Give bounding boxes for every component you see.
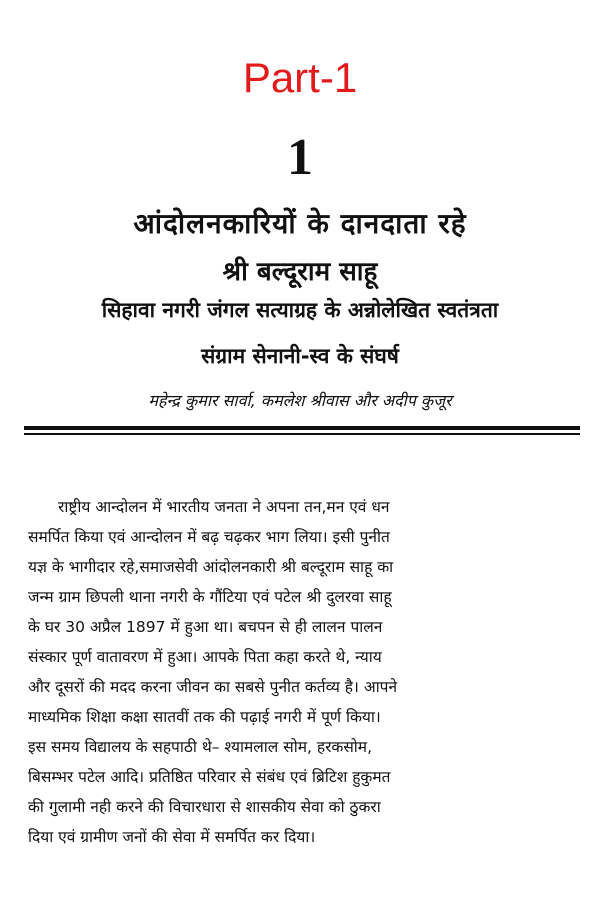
body-line: माध्यमिक शिक्षा कक्षा सातवीं तक की पढ़ाई नगरी में पूर्ण किया। [28,708,381,726]
body-line: यज्ञ के भागीदार रहे,समाजसेवी आंदोलनकारी श्री बल्दूराम साहू का [28,558,394,576]
divider-thin [24,433,580,435]
body-text [28,492,578,852]
body-line: दिया एवं ग्रामीण जनों की सेवा में समर्पित कर दिया। [28,828,316,846]
body-line: संस्कार पूर्ण वातावरण में हुआ। आपके पिता कहा करते थे, न्याय [28,648,382,666]
body-line: और दूसरों की मदद करना जीवन का सबसे पुनीत कर्तव्य है। आपने [28,678,398,696]
body-line: बिसम्भर पटेल आदि। प्रतिष्ठित परिवार से संबंध एवं ब्रिटिश हुकुमत [28,768,391,786]
part-label: Part-1 [242,54,358,101]
body-line: की गुलामी नही करने की विचारधारा से शासकीय सेवा को ठुकरा [28,798,381,816]
body-line: इस समय विद्यालय के सहपाठी थे– श्यामलाल सोम, हरकसोम, [28,738,373,756]
chapter-subtitle-line-1: सिहावा नगरी जंगल सत्याग्रह के अन्नोलेखित स्वतंत्रता [101,298,499,322]
chapter-title-line-1: आंदोलनकारियों के दानदाता रहे [133,207,467,240]
body-line: समर्पित किया एवं आन्दोलन में बढ़ चढ़कर भाग लिया। इसी पुनीत [28,528,390,546]
divider-thick [24,426,580,430]
body-line: राष्ट्रीय आन्दोलन में भारतीय जनता ने अपना तन,मन एवं धन [58,498,390,516]
body-line: जन्म ग्राम छिपली थाना नगरी के गौंटिया एवं पटेल श्री दुलरवा साहू [28,588,392,606]
chapter-subtitle-line-2: संग्राम सेनानी-स्व के संघर्ष [201,344,399,368]
chapter-number: 1 [287,129,313,186]
authors: महेन्द्र कुमार सार्वा, कमलेश श्रीवास और अदीप कुजूर [148,391,452,410]
chapter-title-line-2: श्री बल्दूराम साहू [222,257,378,287]
body-line: के घर 30 अप्रैल 1897 में हुआ था। बचपन से ही लालन पालन [28,618,383,636]
